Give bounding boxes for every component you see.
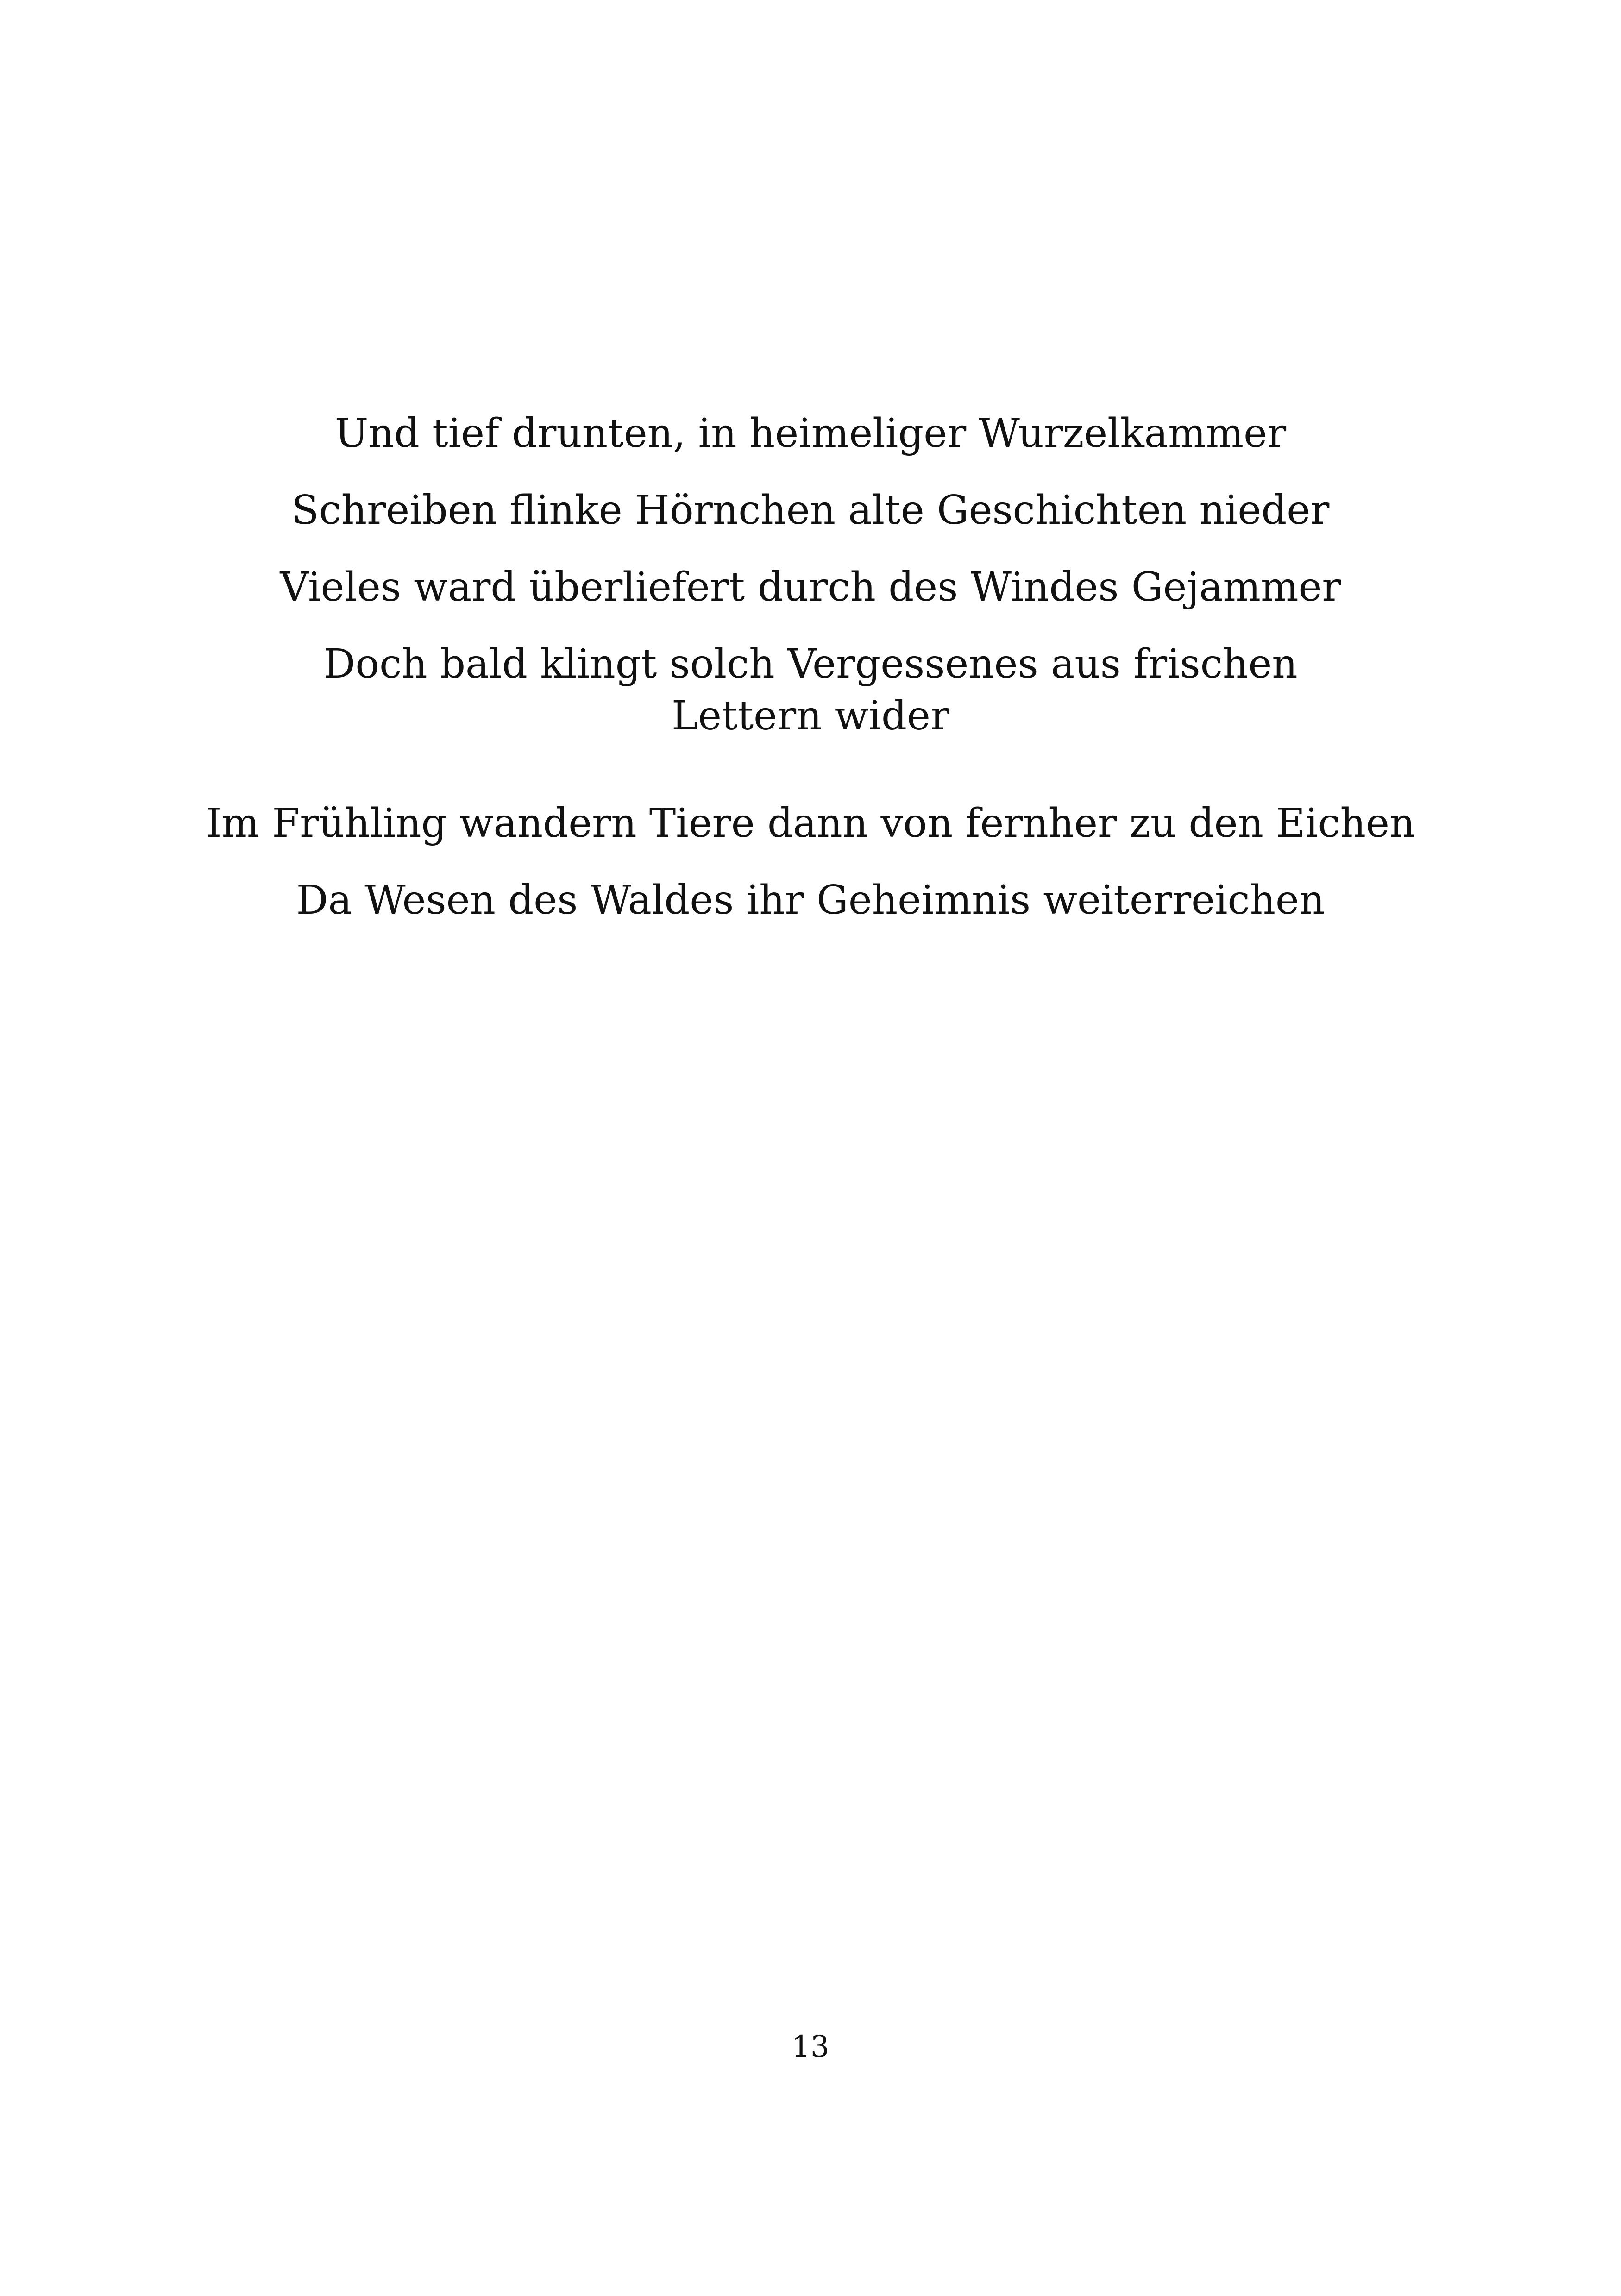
page-number: 13 (792, 2030, 829, 2064)
poem-line: Im Frühling wandern Tiere dann von fernher zu den Eichen (206, 800, 1415, 847)
stanza-2 (162, 797, 1459, 926)
poem-line: Vieles ward überliefert durch des Windes Gejammer (280, 564, 1341, 610)
poem-line: Schreiben flinke Hörnchen alte Geschichten nieder (291, 487, 1330, 533)
stanza-1 (162, 408, 1459, 742)
poem-line: Doch bald klingt solch Vergessenes aus frischen Lettern wider (323, 641, 1298, 739)
poem-line: Da Wesen des Waldes ihr Geheimnis weiterreichen (296, 877, 1325, 923)
poem (162, 408, 1459, 951)
poem-line: Und tief drunten, in heimeliger Wurzelkammer (334, 410, 1287, 457)
